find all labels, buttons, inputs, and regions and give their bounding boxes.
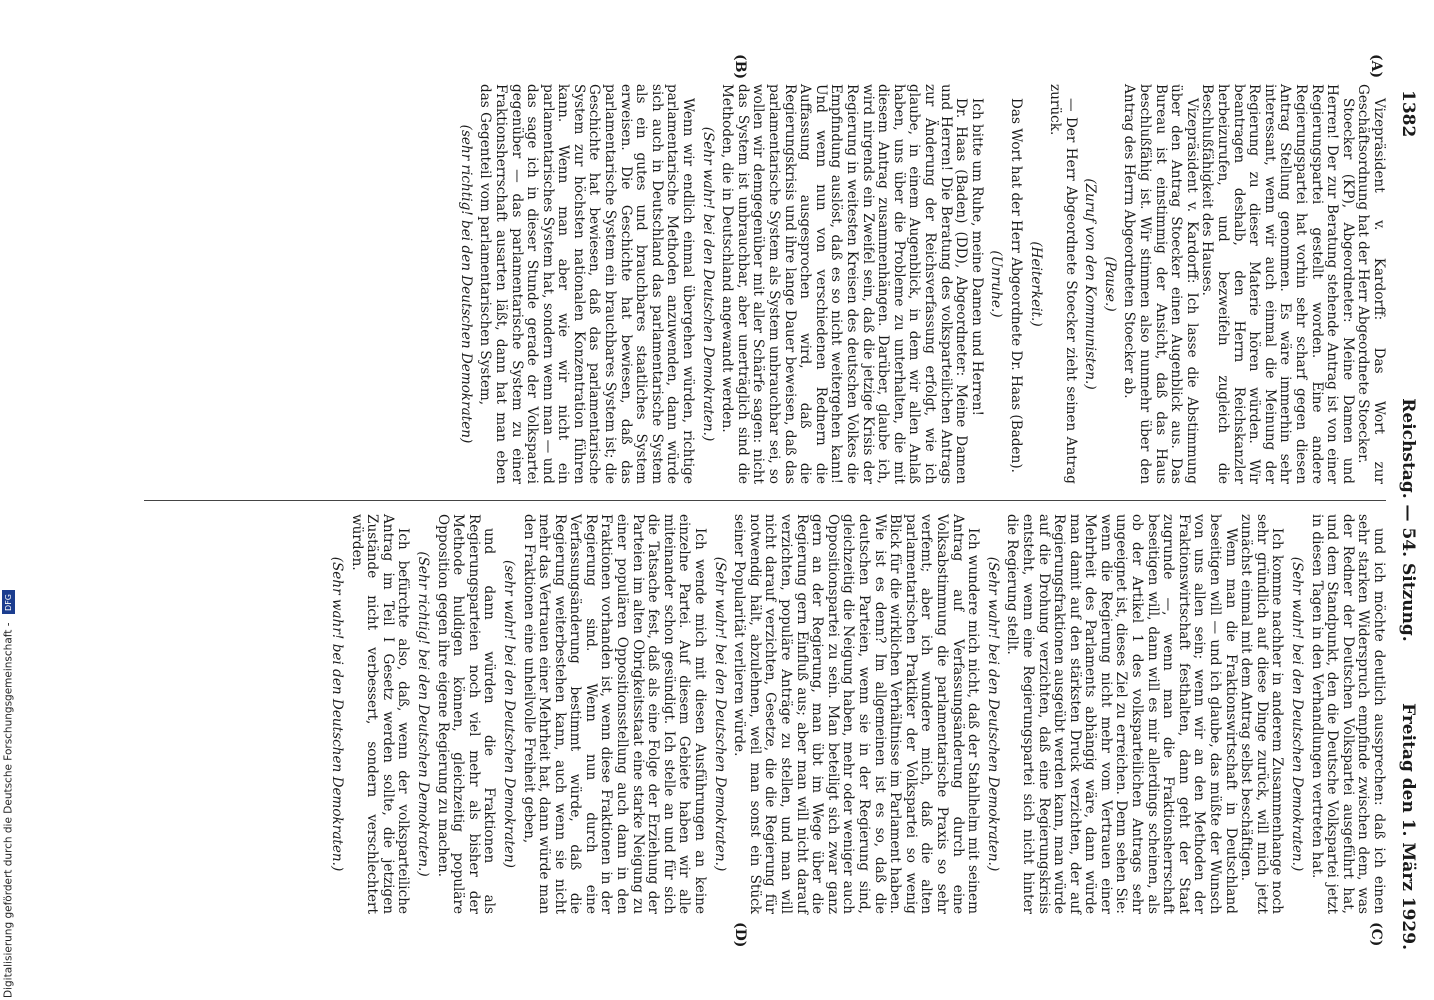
speech-paragraph: und dann würden die Fraktionen als Regierungsparteien noch viel mehr als bisher der Methode huldigen können, gleichzeitig populäre Opposition gegen ihre eigene Regierung zu machen. <box>434 514 498 914</box>
stage-direction: (Sehr richtig! bei den Deutschen Demokraten.) <box>414 551 431 877</box>
speech-paragraph: Das Wort hat der Herr Abgeordnete Dr. Haas (Baden). <box>1007 98 1024 473</box>
margin-mark-d: (D) <box>732 922 748 948</box>
stage-direction: (Zuruf von den Kommunisten.) <box>1082 178 1099 390</box>
stage-direction: (Sehr wahr! bei den Deutschen Demokraten.) <box>711 556 728 872</box>
speech-paragraph: Wenn wir endlich einmal übergehen würden, richtige parlamentarische Methoden anzuwenden, dann würde sich auch in Deutschland das parlamentarische System als ein gutes und brauchbares staatliches System erweisen. Die Geschichte hat bewiesen, daß das parlamentarische System ein brauchbares System ist; die Geschichte hat bewiesen, daß das parlamentarische System zur höchsten nationalen Konzentration führen kann. Wenn man aber wie wir nicht ein parlamentarisches System hat, sondern wenn man — und das sage ich in dieser Stunde gerade der Volkspartei gegenüber — das parlamentarische System zu einer Fraktionsherrschaft ausarten läßt, dann hat man eben das Gegenteil vom parlamentarischen System, <box>477 84 697 484</box>
speech-paragraph: Ich wende mich mit diesen Ausführungen an keine einzelne Partei. Auf diesem Gebiete haben wir alle miteinander schon gesündigt. Ich stelle an und für sich die Tatsache fest, daß als eine Folge der Erziehung der Parteien im alten Obrigkeitsstaat eine starke Neigung zu einer populären Oppositionsstellung auch dann in den Fraktionen vorhanden ist, wenn diese Fraktionen in der Regierung sind. Wenn nun durch eine Verfassungsänderung bestimmt würde, daß die Regierung weiterbestehen kann, auch wenn sie nicht mehr das Vertrauen einer Mehrheit hat, dann würde man den Fraktionen eine unheilvolle Freiheit geben, <box>520 514 709 914</box>
stage-direction: (Sehr wahr! bei den Deutschen Demokraten.) <box>1289 556 1306 872</box>
speech-paragraph: Ich komme nachher in anderem Zusammenhange noch sehr gründlich auf diese Dinge zurück, will mich jetzt zunächst einmal mit dem Antrag selbst beschäftigen. <box>1238 514 1286 914</box>
speech-paragraph: Wenn man die Fraktionswirtschaft in Deutschland beseitigen will — und ich glaube, das müßte der Wunsch von uns allen sein; wenn wir an den Methoden der Fraktionswirtschaft festhalten, dann geht der Staat zugrunde —, wenn man die Fraktionsherrschaft beseitigen will, dann will es mir allerdings scheinen, als ob der Artikel 1 des volksparteilichen Antrags sehr ungeeignet ist, dieses Ziel zu erreichen. Denn sehen Sie: wenn die Regierung nicht mehr vom Vertrauen einer Mehrheit des Parlaments abhängig wäre, dann würde man damit auf den stärksten Druck verzichten, der auf Regierungsfraktionen ausgeübt werden kann, man würde auf die Drohung verzichten, daß eine Regierungskrisis entsteht, wenn eine Regierungspartei sich nicht hinter die Regierung stellt. <box>1004 514 1239 914</box>
speech-paragraph: Vizepräsident v. Kardorff: Ich lasse die Abstimmung über den Antrag Stoecker einen Augenblick aus. Das Bureau ist einstimmig der Ansicht, daß das Haus beschlußfähig ist. Wir stimmen also nunmehr über den Antrag des Herrn Abgeordneten Stoecker ab. <box>1121 84 1200 484</box>
speech-paragraph: — Der Herr Abgeordnete Stoecker zieht seinen Antrag zurück. <box>1047 84 1079 484</box>
stage-direction: (Unruhe.) <box>988 250 1005 318</box>
stage-direction: (sehr richtig! bei den Deutschen Demokraten) <box>457 124 474 444</box>
page-header <box>1392 90 1418 950</box>
header-title: Reichstag. — 54. Sitzung. <box>1398 398 1418 642</box>
speech-paragraph: und ich möchte deutlich aussprechen: daß ich einen sehr starken Widerspruch empfinde zwischen dem, was der Redner der Deutschen Volkspartei ausgeführt hat, und dem Standpunkt, den die Deutsche Volkspartei jetzt in diesen Tagen in den Verhandlungen vertreten hat. <box>1308 514 1387 914</box>
stage-direction: (Sehr wahr! bei den Deutschen Demokraten.) <box>699 126 716 442</box>
left-column <box>453 84 1386 484</box>
dfg-logo: DFG <box>2 590 15 614</box>
right-column <box>324 514 1386 914</box>
speech-paragraph: Ich bitte um Ruhe, meine Damen und Herren! <box>968 98 985 416</box>
margin-mark-a: (A) <box>1368 54 1384 79</box>
page-number: 1382 <box>1398 90 1418 138</box>
footer-text: Digitalisierung gefördert durch die Deutsche Forschungsgemeinschaft - <box>2 622 15 998</box>
margin-mark-c: (C) <box>1368 922 1384 947</box>
margin-mark-b: (B) <box>732 54 748 80</box>
header-date: Freitag den 1. März 1929. <box>1398 703 1418 950</box>
speech-paragraph: Ich befürchte also, daß, wenn der volksparteiliche Antrag im Teil I Gesetz werden sollte, die jetzigen Zustände nicht verbessert, sondern verschlechtert würden. <box>348 514 412 914</box>
stage-direction: (sehr wahr! bei den Deutschen Demokraten) <box>500 560 517 868</box>
speech-paragraph: Ich wundere mich nicht, daß der Stahlhelm mit seinem Antrag auf Verfassungsänderung durch eine Volksabstimmung die parlamentarische Praxis so sehr verfemt; aber ich wundere mich, daß die alten parlamentarischen Praktiker der Volkspartei so wenig Blick für die wirklichen Verhältnisse im Parlament haben. Wie ist es denn? Im allgemeinen ist es so, daß die deutschen Parteien, wenn sie in der Regierung sind, gleichzeitig die Neigung haben, mehr oder weniger auch Oppositionspartei zu sein. Man beteiligt sich zwar ganz gern an der Regierung, man übt im Wege über die Regierung gern Einfluß aus; aber man will nicht darauf verzichten, populäre Anträge zu stellen, und man will nicht darauf verzichten, Gesetze, die die Regierung für notwendig hält, abzulehnen, weil man sonst ein Stück seiner Popularität verlieren würde. <box>731 514 982 914</box>
speech-paragraph: Vizepräsident v. Kardorff: Das Wort zur Geschäftsordnung hat der Herr Abgeordnete Stoecker. <box>1355 84 1387 484</box>
stage-direction: (Sehr wahr! bei den Deutschen Demokraten.) <box>984 556 1001 872</box>
stage-direction: (Sehr wahr! bei den Deutschen Demokraten.) <box>329 556 345 872</box>
speech-paragraph: Stoecker (KP), Abgeordneter: Meine Damen und Herren! Der zur Beratung stehende Antrag ist von einer Regierungspartei gestellt worden. Eine andere Regierungspartei hat vorhin sehr scharf gegen diesen Antrag Stellung genommen. Es wäre immerhin sehr interessant, wenn wir auch einmal die Meinung der Regierung zu dieser Materie hören würden. Wir beantragen deshalb, den Herrn Reichskanzler herbeizurufen, und bezweifeln zugleich die Beschlußfähigkeit des Hauses. <box>1199 84 1356 484</box>
stage-direction: (Pause.) <box>1101 256 1118 312</box>
column-divider <box>144 500 1386 501</box>
stage-direction: (Heiterkeit.) <box>1027 241 1044 327</box>
speech-paragraph: Dr. Haas (Baden) (DD), Abgeordneter: Meine Damen und Herren! Die Beratung des volksparteilichen Antrags zur Änderung der Reichsverfassung erfolgt, wie ich glaube, in einem Augenblick, in dem wir allen Anlaß haben, uns über die Probleme zu unterhalten, die mit diesem Antrag zusammenhängen. Darüber, glaube ich, wird nirgends ein Zweifel sein, daß die jetzige Krisis der Regierung in weitesten Kreisen des deutschen Volkes die Empfindung auslöst, daß es so nicht weitergehen kann! Und wenn nun von verschiedenen Rednern die Auffassung ausgesprochen wird, daß die Regierungskrisis und ihre lange Dauer beweisen, daß das parlamentarische System als System unbrauchbar sei, so wollen wir demgegenüber mit aller Schärfe sagen: nicht das System ist unbrauchbar, aber unerträglich sind die Methoden, die in Deutschland angewandt werden. <box>719 84 970 484</box>
